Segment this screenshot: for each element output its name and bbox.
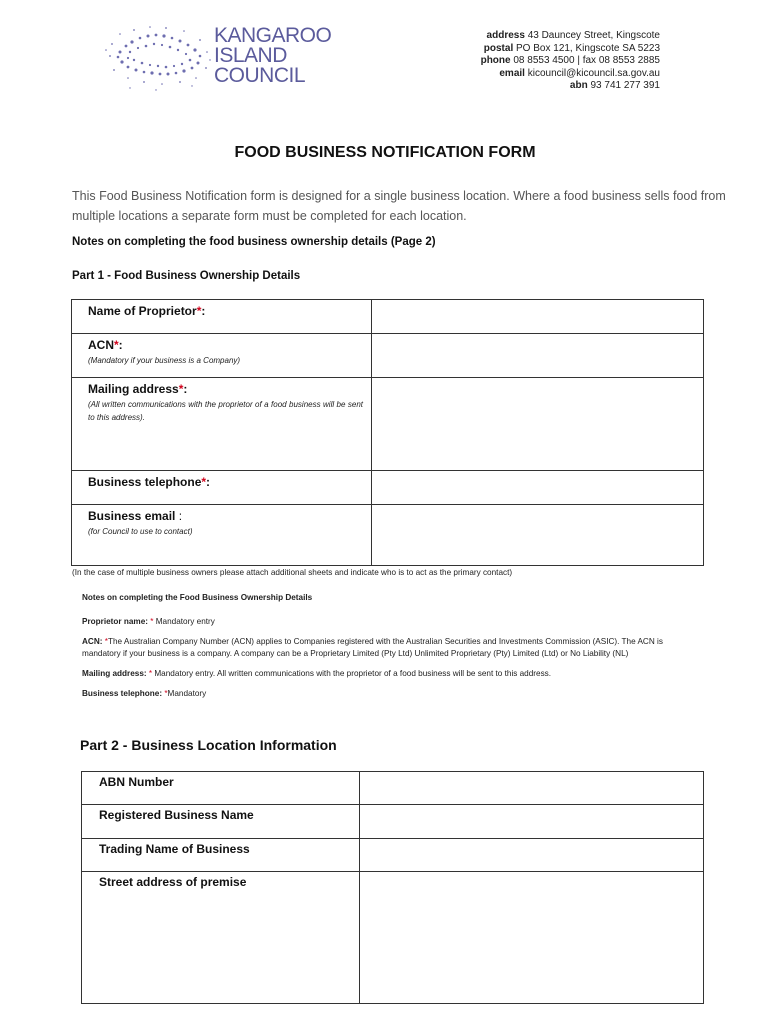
multiple-owners-note: (In the case of multiple business owners please attach additional sheets and indicate who is to act as the primary contact) [72, 568, 513, 577]
table-row [72, 378, 704, 471]
contact-phone: phone 08 8553 4500 | fax 08 8553 2885 [480, 55, 660, 66]
part2-heading: Part 2 - Business Location Information [80, 737, 337, 753]
field-label-cell: Business telephone*: [72, 471, 372, 505]
form-title: FOOD BUSINESS NOTIFICATION FORM [234, 144, 536, 161]
logo-line: KANGAROO [214, 24, 332, 47]
logo-line: COUNCIL [214, 64, 306, 87]
field-label-cell: ACN*: (Mandatory if your business is a Company) [72, 334, 372, 378]
field-label-cell: Business email : (for Council to use to contact) [72, 505, 372, 566]
intro-paragraph: This Food Business Notification form is designed for a single business location. Where a food business sells food from multiple locations a separate form must be completed for each location. [72, 189, 726, 223]
logo-wordmark [214, 26, 331, 86]
acn-field[interactable] [372, 334, 704, 378]
ownership-notes [82, 592, 692, 708]
field-label-cell: ABN Number [82, 772, 360, 805]
field-hint: (for Council to use to contact) [88, 527, 193, 536]
street-address-field[interactable] [360, 872, 704, 1004]
field-hint: (All written communications with the proprietor of a food business will be sent to this address). [88, 400, 363, 422]
business-telephone-field[interactable] [372, 471, 704, 505]
table-row [72, 505, 704, 566]
table-row [72, 334, 704, 378]
part1-heading: Part 1 - Food Business Ownership Details [72, 270, 301, 282]
registered-business-name-field[interactable] [360, 805, 704, 839]
council-logo [100, 22, 360, 92]
field-hint: (Mandatory if your business is a Company) [88, 356, 241, 365]
table-row [72, 471, 704, 505]
contact-postal: postal PO Box 121, Kingscote SA 5223 [483, 42, 660, 54]
contact-address: address 43 Dauncey Street, Kingscote [486, 30, 660, 41]
note-mailing: Mailing address: * Mandatory entry. All written communications with the proprietor of a food business will be sent to this address. [82, 669, 552, 678]
location-info-table [81, 771, 704, 1004]
field-label-cell: Name of Proprietor*: [72, 300, 372, 334]
dotted-island-icon [100, 22, 212, 92]
table-row [72, 300, 704, 334]
notes-heading: Notes on completing the food business ownership details (Page 2) [72, 236, 436, 248]
abn-number-field[interactable] [360, 772, 704, 805]
table-row [82, 839, 704, 872]
field-label-cell: Street address of premise [82, 872, 360, 1004]
mailing-address-field[interactable] [372, 378, 704, 471]
field-label-cell: Trading Name of Business [82, 839, 360, 872]
notes-subheading: Notes on completing the Food Business Ownership Details [82, 593, 313, 602]
business-email-field[interactable] [372, 505, 704, 566]
table-row [82, 805, 704, 839]
council-contact-block [481, 30, 660, 93]
table-row [82, 772, 704, 805]
contact-abn: abn 93 741 277 391 [569, 80, 660, 91]
logo-line: ISLAND [214, 44, 287, 67]
contact-email: email kicouncil@kicouncil.sa.gov.au [499, 67, 660, 79]
note-acn: ACN: *The Australian Company Number (ACN) applies to Companies registered with the Australian Securities and Investments Commission (ASIC). The ACN is mandatory if your business is a company. A company can be a Proprietary Limited (Pty Ltd) Unlimited Proprietary (Pty) Limited (Ltd) or No Liability (NL) [82, 637, 663, 658]
note-proprietor: Proprietor name: * Mandatory entry [82, 617, 215, 626]
trading-name-field[interactable] [360, 839, 704, 872]
proprietor-name-field[interactable] [372, 300, 704, 334]
ownership-details-table [71, 299, 704, 566]
field-label-cell: Mailing address*: (All written communications with the proprietor of a food business will be sent to this address). [72, 378, 372, 471]
field-label-cell: Registered Business Name [82, 805, 360, 839]
table-row [82, 872, 704, 1004]
note-telephone: Business telephone: *Mandatory [82, 689, 207, 698]
